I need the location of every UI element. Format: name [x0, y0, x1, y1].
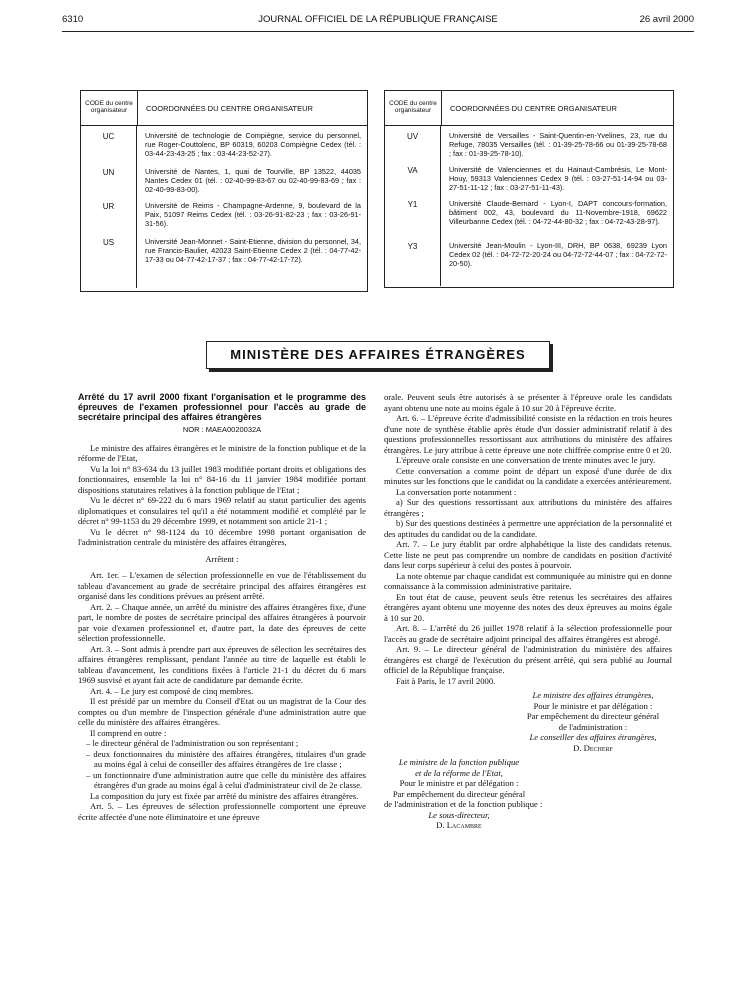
paragraph: Vu le décret n° 69-222 du 6 mars 1969 relatif au statut particulier des agents diplomatiques et consulaires tel qu'il a été notamment modifié et complété par le décret n° 99-1153 du 29 décembre 1999, et notamment son article 21-1 ; [78, 495, 366, 526]
signature-line: Pour le ministre et par délégation : [399, 778, 519, 788]
paragraph: La conversation porte notamment : [396, 486, 517, 497]
paragraph: b) Sur des questions destinées à permettre une appréciation de la personnalité et des aptitudes du candidat ou de la candidate. [384, 518, 672, 539]
article-7: Art. 7. – Le jury établit par ordre alphabétique la liste des candidats retenus. Cette liste ne peut pas comprendre un nombre de candidats en position d'activité dans leur corps supérieur à celui des postes à pourvoir. [384, 539, 672, 570]
code-header: CODE du centre organisateur [81, 91, 138, 125]
header-rule [62, 31, 694, 32]
signature-line: Par empêchement du directeur général [526, 711, 660, 721]
paragraph: Il est présidé par un membre du Conseil d'Etat ou un magistrat de la Cour des comptes ou d'un membre de l'inspection générale d'une administration autre que celle du ministère des affaires étrangères. [78, 696, 366, 727]
paragraph: Il comprend en outre : [90, 727, 167, 738]
table-header [81, 91, 367, 126]
table-row [385, 126, 673, 160]
article-8: Art. 8. – L'arrêté du 26 juillet 1978 relatif à la sélection professionnelle pour l'accès au grade de secrétaire adjoint principal des affaires étrangères est abrogé. [384, 623, 672, 644]
signatory-name: D. Decherf [573, 742, 613, 753]
page-header [62, 14, 694, 28]
table-row [385, 236, 673, 286]
centre-address: Université Claude-Bernard - Lyon-I, DAPT concours-formation, bâtiment 002, 43, boulevard du 11-Novembre-1918, 69622 Villeurbanne Cedex (tél. : 04-72-44-80-32 ; fax : 04-72-43-28-97). [449, 199, 667, 226]
paragraph: L'épreuve orale consiste en une conversation de trente minutes avec le jury. [396, 455, 656, 465]
article-6: Art. 6. – L'épreuve écrite d'admissibilité consiste en la rédaction en trois heures d'une note de synthèse établie après étude d'un dossier administratif relatif à des questions professionnelles ressortissant aux attributions du ministère des affaires étrangères. Le jury attribue à cette épreuve une note chiffrée comprise entre 0 et 20. [384, 413, 672, 455]
paragraph: Vu la loi n° 83-634 du 13 juillet 1983 modifiée portant droits et obligations des fonctionnaires, ensemble la loi n° 84-16 du 11 janvier 1984 modifiée portant dispositions statutaires relatives à la fonction publique de l'Etat ; [78, 463, 366, 495]
centre-code: US [81, 232, 137, 288]
coord-header: COORDONNÉES DU CENTRE ORGANISATEUR [146, 103, 313, 113]
arrete-title: Arrêté du 17 avril 2000 fixant l'organisation et le programme des épreuves de l'examen professionnel pour l'accès au grade de secrétaire principal des affaires étrangères [78, 392, 366, 422]
signature-date: Fait à Paris, le 17 avril 2000. [396, 675, 496, 686]
centre-code: UR [81, 196, 137, 232]
right-column [384, 392, 672, 831]
signature-line: de l'administration et de la fonction publique : [384, 799, 543, 809]
signatory-name: D. Lacambre [436, 820, 482, 830]
signatory-title: Le ministre des affaires étrangères, [532, 690, 654, 700]
article-9: Art. 9. – Le directeur général de l'administration du ministère des affaires étrangères est chargé de l'exécution du présent arrêté, qui sera publié au Journal officiel de la République française. [384, 644, 672, 675]
signature-block-1 [384, 690, 672, 753]
table-header [385, 91, 673, 126]
centre-code: VA [385, 160, 441, 194]
table-row [81, 196, 367, 232]
centre-code: UV [385, 126, 441, 160]
table-row [81, 232, 367, 288]
signatory-title: et de la réforme de l'Etat, [415, 767, 503, 778]
centre-address: Université de Valenciennes et du Hainaut-Cambrésis, Le Mont-Houy, 59313 Valenciennes Cedex 9 (tél. : 03-27-51-14-94 ou 03-27-51-11-12 ; fax : 03-27-51-11-43). [449, 165, 667, 192]
centres-table-right [384, 90, 674, 288]
centre-code: Y3 [385, 236, 441, 286]
article-1: Art. 1er. – L'examen de sélection professionnelle en vue de l'établissement du tableau d'avancement au grade de secrétaire principal des affaires étrangères est organisé dans les conditions prévues au présent arrêté. [78, 570, 366, 601]
paragraph: La note obtenue par chaque candidat est communiquée au ministre qui en donne connaissance à la commission administrative paritaire. [384, 570, 672, 591]
paragraph: En tout état de cause, peuvent seuls être retenus les secrétaires des affaires étrangères ayant obtenu une moyenne des notes des deux épreuves au moins égale à 10 sur 20. [384, 591, 672, 623]
centre-address: Université de technologie de Compiègne, service du personnel, rue Roger-Couttolenc, BP 60319, 60203 Compiègne Cedex (tél. : 03-44-23-43-25 ; fax : 03-44-23-52-27). [145, 131, 361, 158]
article-5: Art. 5. – Les épreuves de sélection professionnelle comportent une épreuve écrite affectée d'une note éliminatoire et une épreuve [78, 801, 366, 822]
signature-line: de l'administration : [558, 721, 628, 732]
centre-address: Université de Reims - Champagne-Ardenne, 9, boulevard de la Paix, 51097 Reims Cedex (tél. : 03-26-91-82-23 ; fax : 03-26-91-31-56). [145, 201, 361, 228]
code-header: CODE du centre organisateur [385, 91, 442, 125]
paragraph: Le ministre des affaires étrangères et le ministre de la fonction publique et de la réforme de l'Etat, [78, 442, 366, 463]
centre-code: Y1 [385, 194, 441, 236]
issue-date: 26 avril 2000 [639, 14, 694, 25]
table-row [385, 160, 673, 194]
paragraph: Cette conversation a comme point de départ un exposé d'une durée de dix minutes sur les fonctions que le candidat ou la candidate a exercées antérieurement. [384, 465, 672, 486]
page-number: 6310 [62, 14, 84, 25]
article-3: Art. 3. – Sont admis à prendre part aux épreuves de sélection les secrétaires des affaires étrangères remplissant, pendant l'année au titre de laquelle est établi le tableau d'avancement, les conditions fixées à l'article 21-1 du décret du 6 mars 1969 susvisé et ayant fait acte de candidature par demande écrite. [78, 643, 366, 685]
left-column [78, 392, 366, 822]
centre-code: UC [81, 126, 137, 162]
nor-reference: NOR : MAEA0020032A [182, 425, 262, 434]
signatory-title: Le ministre de la fonction publique [398, 757, 520, 767]
list-item: – deux fonctionnaires du ministère des affaires étrangères, titulaires d'un grade au moins égal à celui de conseiller des affaires étrangères de 1re classe ; [86, 748, 366, 769]
paragraph: a) Sur des questions ressortissant aux attributions du ministère des affaires étrangères ; [384, 497, 672, 518]
coord-header: COORDONNÉES DU CENTRE ORGANISATEUR [450, 103, 617, 113]
ministry-heading: MINISTÈRE DES AFFAIRES ÉTRANGÈRES [206, 341, 550, 369]
signature-block-2 [384, 757, 543, 831]
paragraph: La composition du jury est fixée par arrêté du ministre des affaires étrangères. [90, 790, 359, 801]
signature-line: Par empêchement du directeur général [392, 788, 526, 799]
signatory-title: Le conseiller des affaires étrangères, [529, 732, 657, 742]
list-item: – le directeur général de l'administration ou son représentant ; [86, 738, 299, 748]
paragraph: orale. Peuvent seuls être autorisés à se présenter à l'épreuve orale les candidats ayant obtenu une note au moins égale à 10 sur 20 à l'épreuve écrite. [384, 392, 672, 413]
paragraph: Vu le décret n° 98-1124 du 10 décembre 1998 portant organisation de l'administration centrale du ministère des affaires étrangères, [78, 526, 366, 547]
centre-address: Université de Versailles - Saint-Quentin-en-Yvelines, 23, rue du Refuge, 78035 Versailles (tél. : 01-39-25-78-66 ou 01-39-25-78-68 ; fax : 01-39-25-78-10). [449, 131, 667, 158]
centre-address: Université Jean-Monnet - Saint-Etienne, division du personnel, 34, rue Francis-Baulier, 42023 Saint-Etienne Cedex 2 (tél. : 04-77-42-17-33 ou 04-77-42-17-37 ; fax : 04-77-42-17-72). [145, 237, 361, 264]
article-2: Art. 2. – Chaque année, un arrêté du ministre des affaires étrangères fixe, d'une part, le nombre de postes de secrétaire principal des affaires étrangères à pourvoir par voie d'examen professionnel et, d'autre part, la date des épreuves de cette sélection professionnelle. [78, 601, 366, 643]
centre-address: Université Jean-Moulin - Lyon-III, DRH, BP 0638, 69239 Lyon Cedex 02 (tél. : 04-72-72-20-24 ou 04-72-72-44-07 ; fax : 04-72-72-20-50). [449, 241, 667, 268]
journal-title: JOURNAL OFFICIEL DE LA RÉPUBLIQUE FRANÇAISE [258, 14, 498, 25]
centres-table-left [80, 90, 368, 292]
table-row [81, 162, 367, 196]
arretent-label: Arrêtent : [205, 553, 239, 564]
signatory-title: Le sous-directeur, [428, 809, 490, 820]
table-row [385, 194, 673, 236]
article-4: Art. 4. – Le jury est composé de cinq membres. [90, 685, 254, 696]
centre-address: Université de Nantes, 1, quai de Tourville, BP 13522, 44035 Nantes Cedex 01 (tél. : 02-40-99-83-67 ou 02-40-99-83-69 ; fax : 02-40-99-83-00). [145, 167, 361, 194]
centre-code: UN [81, 162, 137, 196]
table-row [81, 126, 367, 162]
signature-line: Pour le ministre et par délégation : [533, 700, 653, 711]
list-item: – un fonctionnaire d'une administration autre que celle du ministère des affaires étrangères d'un grade au moins égal à celui d'administrateur civil de 2e classe. [86, 769, 366, 790]
